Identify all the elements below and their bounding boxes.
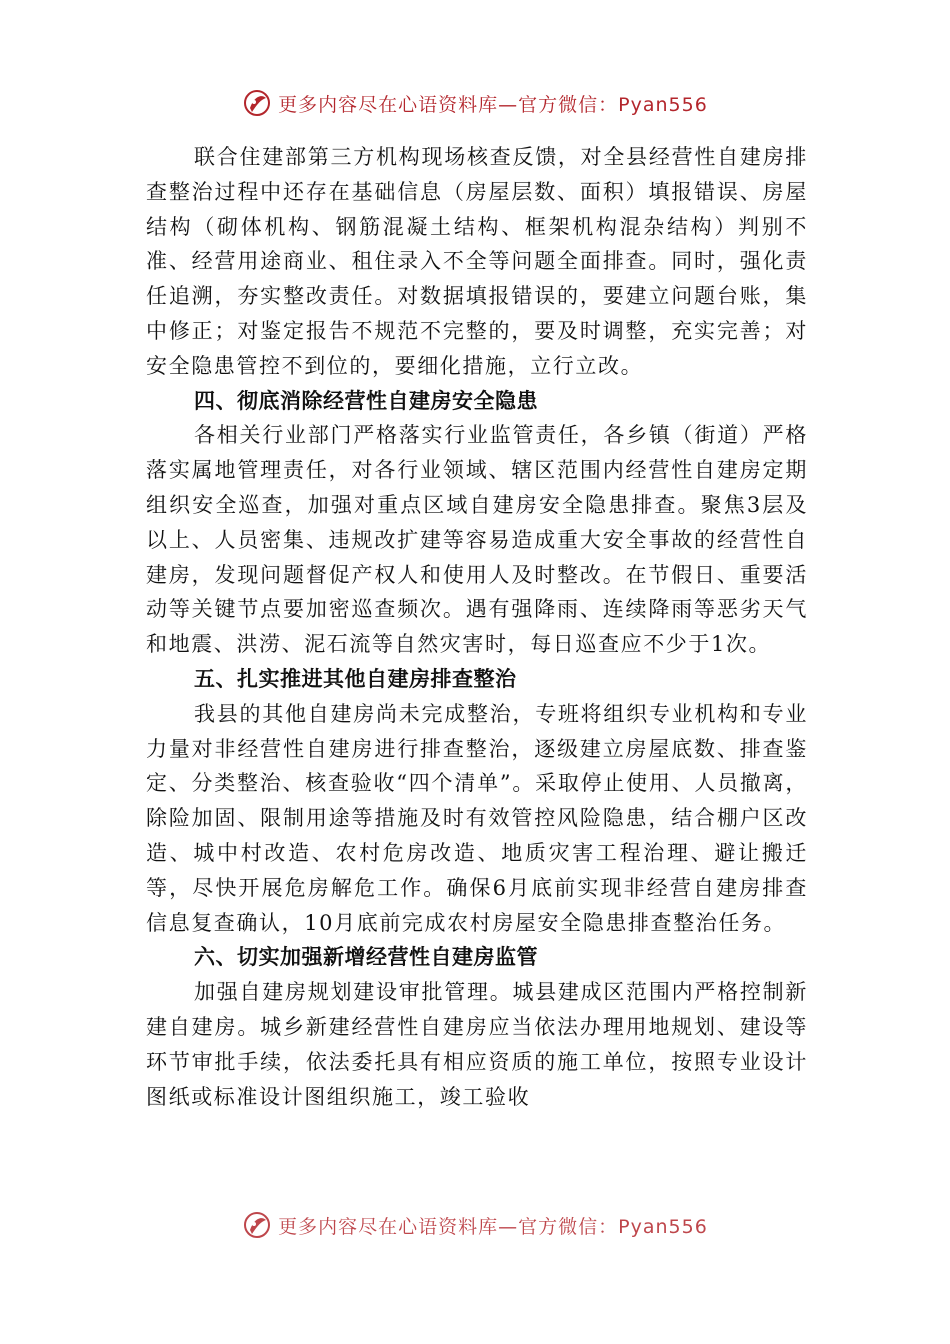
document-body — [146, 140, 808, 1114]
header-watermark-text: 更多内容尽在心语资料库—官方微信：Pyan556 — [278, 93, 708, 116]
paragraph-section-6: 加强自建房规划建设审批管理。城县建成区范围内严格控制新建自建房。城乡新建经营性自建房应当依法办理用地规划、建设等环节审批手续，依法委托具有相应资质的施工单位，按照专业设计图纸或标准设计图组织施工，竣工验收 — [146, 980, 808, 1109]
section-heading-6: 六、切实加强新增经营性自建房监管 — [194, 945, 538, 970]
section-heading-5: 五、扎实推进其他自建房排查整治 — [194, 666, 517, 691]
header-watermark — [0, 84, 950, 122]
seal-logo-icon — [242, 1210, 272, 1240]
footer-watermark-text: 更多内容尽在心语资料库—官方微信：Pyan556 — [278, 1215, 708, 1238]
paragraph-section-5: 我县的其他自建房尚未完成整治，专班将组织专业机构和专业力量对非经营性自建房进行排查整治，逐级建立房屋底数、排查鉴定、分类整治、核查验收“四个清单”。采取停止使用、人员撤离，除险加固、限制用途等措施及时有效管控风险隐患，结合棚户区改造、城中村改造、农村危房改造、地质灾害工程治理、避让搬迁等，尽快开展危房解危工作。确保6月底前实现非经营自建房排查信息复查确认，10月底前完成农村房屋安全隐患排查整治任务。 — [146, 701, 808, 935]
footer-watermark — [0, 1206, 950, 1244]
seal-logo-icon — [242, 88, 272, 118]
section-heading-4: 四、彻底消除经营性自建房安全隐患 — [194, 388, 538, 413]
paragraph-section-4: 各相关行业部门严格落实行业监管责任，各乡镇（街道）严格落实属地管理责任，对各行业领域、辖区范围内经营性自建房定期组织安全巡查，加强对重点区域自建房安全隐患排查。聚焦3层及以上、人员密集、违规改扩建等容易造成重大安全事故的经营性自建房，发现问题督促产权人和使用人及时整改。在节假日、重要活动等关键节点要加密巡查频次。遇有强降雨、连续降雨等恶劣天气和地震、洪涝、泥石流等自然灾害时，每日巡查应不少于1次。 — [146, 423, 808, 657]
paragraph-intro: 联合住建部第三方机构现场核查反馈，对全县经营性自建房排查整治过程中还存在基础信息（房屋层数、面积）填报错误、房屋结构（砌体机构、钢筋混凝土结构、框架机构混杂结构）判别不准、经营用途商业、租住录入不全等问题全面排查。同时，强化责任追溯，夯实整改责任。对数据填报错误的，要建立问题台账，集中修正；对鉴定报告不规范不完整的，要及时调整，充实完善；对安全隐患管控不到位的，要细化措施，立行立改。 — [146, 145, 808, 378]
